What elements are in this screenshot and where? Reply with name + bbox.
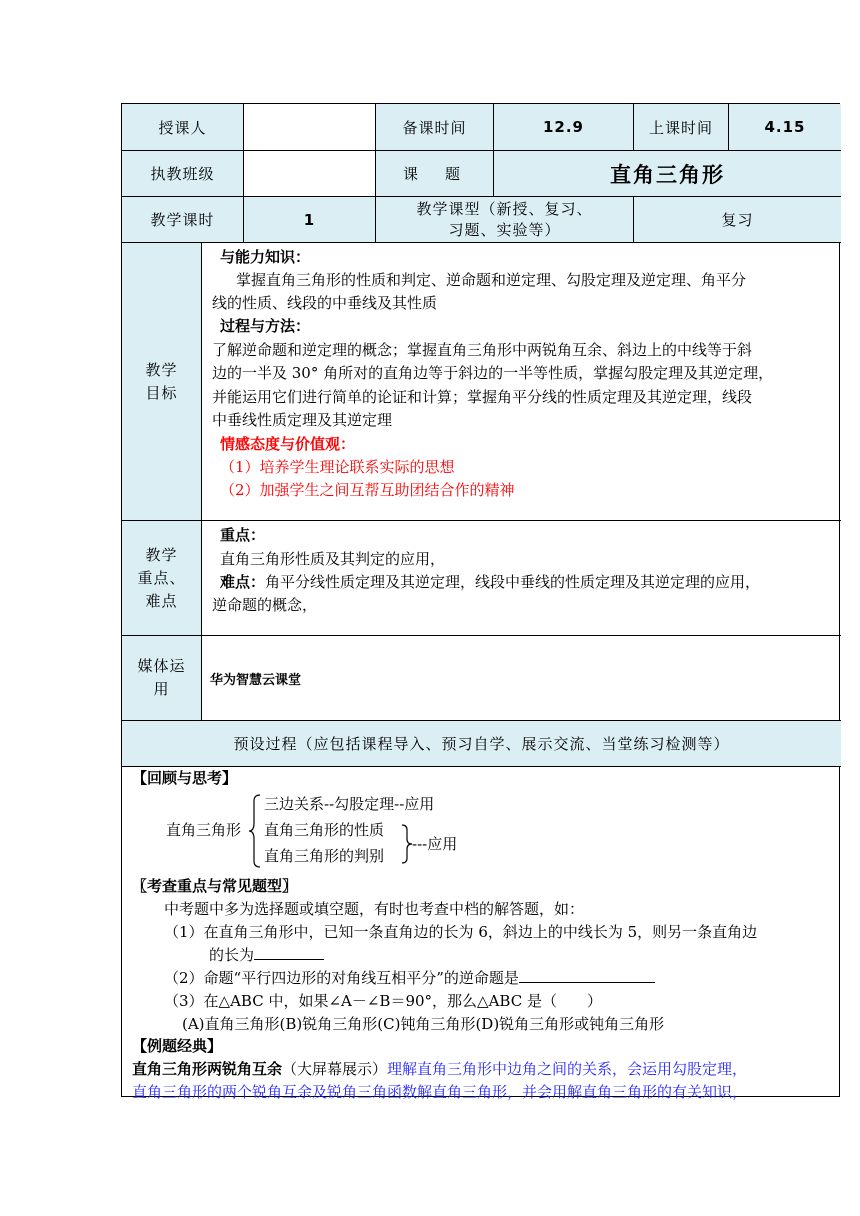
exam-q3-options: (A)直角三角形(B)锐角三角形(C)钝角三角形(D)锐角三角形或钝角三角形 <box>182 1015 665 1033</box>
goals-content <box>202 243 841 521</box>
process-body <box>122 767 841 1101</box>
lesson-type-label-line2: 习题、实验等） <box>448 220 561 239</box>
focus-label-line1: 教学 <box>145 545 178 564</box>
examples-topic: 直角三角形两锐角互余 <box>132 1060 283 1078</box>
hours-value <box>244 197 376 243</box>
exam-q2-text: （2）命题“平行四边形的对角线互相平分”的逆命题是 <box>164 969 519 987</box>
exam-q1-line1: （1）在直角三角形中，已知一条直角边的长为 6，斜边上的中线长为 5，则另一条直角边 <box>164 923 758 941</box>
exam-q2 <box>164 967 655 991</box>
difficult-heading: 难点： <box>220 573 266 591</box>
review-root: 直角三角形 <box>166 821 242 839</box>
emotion-item-2: （2）加强学生之间互帮互助团结合作的精神 <box>220 481 515 499</box>
difficult-line1-text: 角平分线性质定理及其逆定理，线段中垂线的性质定理及其逆定理的应用， <box>265 573 761 591</box>
focus-label <box>122 521 202 636</box>
process-line3: 并能运用它们进行简单的论证和计算；掌握角平分线的性质定理及其逆定理，线段 <box>212 388 753 406</box>
difficult-line1 <box>220 571 760 595</box>
focus-content <box>202 521 841 636</box>
process-header <box>122 721 841 767</box>
q2-answer-blank[interactable] <box>519 968 655 983</box>
review-branch-1: 三边关系--勾股定理--应用 <box>264 795 435 813</box>
teacher-value <box>244 104 376 151</box>
media-label <box>122 636 202 721</box>
process-heading: 过程与方法： <box>220 317 311 335</box>
exam-heading: 〖考查重点与常见题型〗 <box>132 877 298 895</box>
hours-label-text: 教学课时 <box>150 211 215 229</box>
lesson-type-label <box>376 197 634 243</box>
knowledge-line1: 掌握直角三角形的性质和判定、逆命题和逆定理、勾股定理及逆定理、角平分 <box>236 271 747 289</box>
exam-q1-line2 <box>209 944 324 968</box>
prep-time-label <box>376 104 494 151</box>
topic-label-text: 课 题 <box>402 165 466 183</box>
exam-intro: 中考题中多为选择题或填空题，有时也考查中档的解答题，如： <box>164 900 585 918</box>
goals-label <box>122 243 202 521</box>
review-apply: ---应用 <box>412 835 458 853</box>
emotion-item-1: （1）培养学生理论联系实际的思想 <box>220 458 455 476</box>
class-time-label <box>634 104 729 151</box>
review-branch-3: 直角三角形的判别 <box>264 847 385 865</box>
examples-heading: 【例题经典】 <box>132 1037 223 1055</box>
review-branch-2: 直角三角形的性质 <box>264 821 385 839</box>
hours-value-text: 1 <box>303 210 316 229</box>
key-text: 直角三角形性质及其判定的应用， <box>220 550 446 568</box>
teacher-label-text: 授课人 <box>158 118 207 137</box>
class-value <box>244 151 376 197</box>
process-header-text: 预设过程（应包括课程导入、预习自学、展示交流、当堂练习检测等） <box>233 735 730 753</box>
examples-blue-line1: 理解直角三角形中边角之间的关系，会运用勾股定理， <box>387 1060 748 1078</box>
lesson-plan-table <box>121 103 840 1101</box>
knowledge-heading: 与能力知识： <box>220 248 311 266</box>
media-label-line1: 媒体运 <box>137 657 186 675</box>
difficult-line2: 逆命题的概念， <box>212 596 318 614</box>
process-line1: 了解逆命题和逆定理的概念；掌握直角三角形中两锐角互余、斜边上的中线等于斜 <box>212 341 753 359</box>
class-time-label-text: 上课时间 <box>648 118 713 137</box>
prep-time-label-text: 备课时间 <box>402 118 467 137</box>
media-value: 华为智慧云课堂 <box>210 673 302 688</box>
prep-time-value <box>494 104 634 151</box>
exam-q1-line2-text: 的长为 <box>209 946 255 964</box>
topic-value <box>494 151 841 197</box>
class-label <box>122 151 244 197</box>
focus-label-line2: 重点、 <box>137 568 186 587</box>
prep-time-value-text: 12.9 <box>542 118 584 136</box>
class-time-value <box>729 104 841 151</box>
knowledge-line2: 线的性质、线段的中垂线及其性质 <box>212 294 438 312</box>
lesson-type-value-text: 复习 <box>721 211 754 229</box>
examples-note: （大屏幕展示） <box>282 1060 388 1078</box>
goals-label-line2: 目标 <box>145 383 178 402</box>
process-line4: 中垂线性质定理及其逆定理 <box>212 411 393 429</box>
goals-label-line1: 教学 <box>145 360 178 379</box>
lesson-type-value <box>634 197 841 243</box>
q1-answer-blank[interactable] <box>254 945 324 960</box>
exam-q3: （3）在△ABC 中，如果∠A－∠B＝90°，那么△ABC 是（ ） <box>164 992 602 1010</box>
class-time-value-text: 4.15 <box>764 118 806 136</box>
media-content <box>202 636 841 721</box>
hours-label <box>122 197 244 243</box>
examples-blue-line2: 直角三角形的两个锐角互余及锐角三角函数解直角三角形，并会用解直角三角形的有关知识， <box>132 1083 748 1101</box>
lesson-type-label-line1: 教学课型（新授、复习、 <box>416 199 593 218</box>
examples-line1 <box>132 1058 747 1082</box>
review-heading: 【回顾与思考】 <box>132 769 238 787</box>
left-brace-icon <box>248 793 262 869</box>
media-label-line2: 用 <box>153 680 170 698</box>
topic-label <box>376 151 494 197</box>
class-label-text: 执教班级 <box>150 165 215 183</box>
teacher-label <box>122 104 244 151</box>
topic-value-text: 直角三角形 <box>610 162 725 187</box>
emotion-heading: 情感态度与价值观： <box>220 435 356 453</box>
process-line2: 边的一半及 30° 角所对的直角边等于斜边的一半等性质，掌握勾股定理及其逆定理， <box>212 364 774 382</box>
key-heading: 重点： <box>220 526 266 544</box>
focus-label-line3: 难点 <box>145 591 178 610</box>
